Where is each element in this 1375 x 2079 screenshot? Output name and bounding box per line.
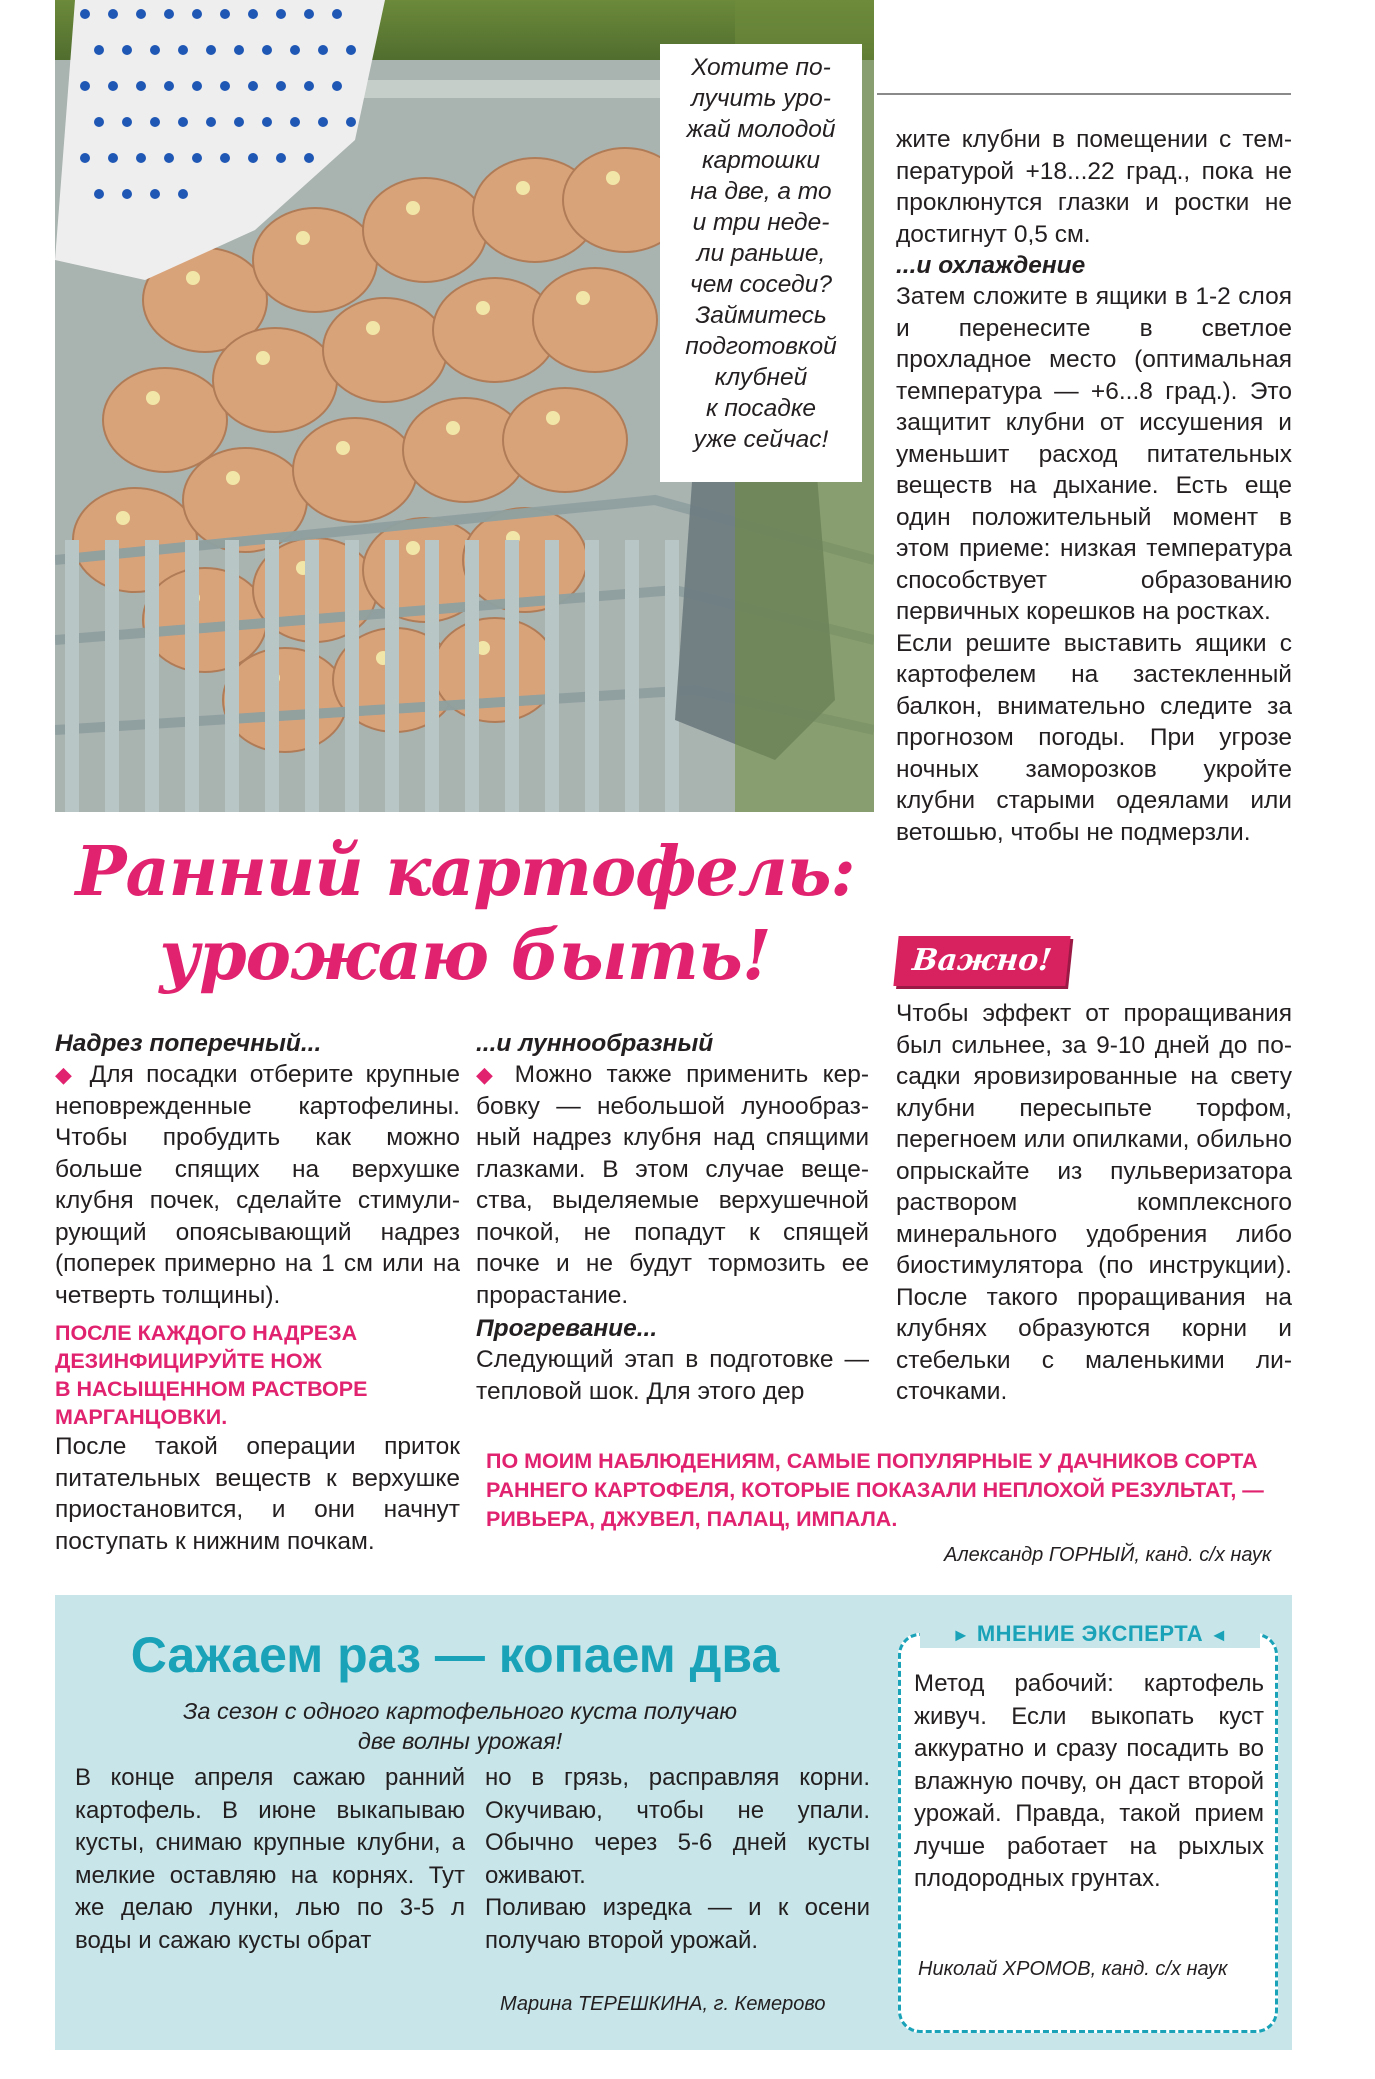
paragraph: жите клубни в помещении с температурой +18...22 град., пока не проклюнутся глазки и ростки не достигнут 0,5 см.	[896, 126, 1292, 248]
quote-author: Александр ГОРНЫЙ, канд. с/х наук	[944, 1544, 1272, 1566]
glove-dot	[220, 9, 230, 19]
diamond-bullet-icon: ◆	[55, 1062, 78, 1087]
expert-heading-text: МНЕНИЕ ЭКСПЕРТА	[976, 1621, 1204, 1646]
crate-slat	[265, 540, 279, 812]
caption-line: и три неде-	[692, 209, 830, 236]
caption-line: ли раньше,	[696, 240, 826, 267]
glove-dot	[304, 81, 314, 91]
glove-dot	[136, 153, 146, 163]
glove-dot	[304, 9, 314, 19]
caption-line: Хотите по-	[691, 54, 831, 81]
glove-dot	[262, 45, 272, 55]
glove-dot	[346, 117, 356, 127]
caption-line: к посадке	[705, 395, 817, 422]
glove-dot	[346, 45, 356, 55]
title-line: урожаю быть!	[159, 916, 771, 996]
glove-dot	[276, 9, 286, 19]
sprout	[476, 301, 490, 315]
crate-slat	[425, 540, 439, 812]
potato	[253, 208, 377, 312]
column-3	[896, 124, 1292, 848]
glove-dot	[332, 81, 342, 91]
crate-slat	[225, 540, 239, 812]
sprout	[546, 411, 560, 425]
glove-dot	[150, 117, 160, 127]
box-title: Сажаем раз — копаем два	[130, 1627, 780, 1683]
glove-dot	[248, 81, 258, 91]
crate-slat	[305, 540, 319, 812]
crate-slat	[105, 540, 119, 812]
caption-line: уже сейчас!	[693, 426, 829, 453]
glove-dot	[318, 117, 328, 127]
glove-dot	[290, 45, 300, 55]
lead-line: За сезон с одного картофельного куста получаю	[182, 1698, 737, 1724]
glove-dot	[318, 45, 328, 55]
expert-heading	[920, 1621, 1260, 1648]
potato	[213, 328, 337, 432]
photo-caption	[660, 44, 862, 482]
glove-dot	[290, 117, 300, 127]
glove-dot	[304, 153, 314, 163]
paragraph-text: Для посадки отберите крупные неповрежденные картофелины. Чтобы пробудить как можно больше спящих на верхушке клубня почек, сделайте стимулирующий опоясывающий надрез (поперек примерно на 1 см или на четверть толщины).	[55, 1061, 460, 1309]
glove-dot	[332, 9, 342, 19]
glove-dot	[192, 153, 202, 163]
sprout	[116, 511, 130, 525]
glove-dot	[206, 45, 216, 55]
pull-quote	[486, 1447, 1292, 1534]
glove-dot	[276, 153, 286, 163]
crate-slat	[545, 540, 559, 812]
potato	[103, 368, 227, 472]
diamond-bullet-icon: ◆	[476, 1062, 501, 1087]
potato	[503, 388, 627, 492]
quote-line: РИВЬЕРА, ДЖУВЕЛ, ПАЛАЦ, ИМПАЛА.	[486, 1507, 898, 1531]
column-1	[55, 1028, 460, 1557]
crate-slat	[345, 540, 359, 812]
glove-dot	[178, 45, 188, 55]
column-3-lower	[896, 998, 1292, 1408]
crate-slat	[185, 540, 199, 812]
glove-dot	[164, 153, 174, 163]
sprout	[446, 421, 460, 435]
expert-author: Николай ХРОМОВ, канд. с/х наук	[918, 1958, 1228, 1980]
box-author: Марина ТЕРЕШКИНА, г. Кемерово	[500, 1993, 826, 2015]
crate-slat	[505, 540, 519, 812]
caption-line: лучить уро-	[691, 85, 831, 112]
sprout	[406, 541, 420, 555]
glove-dot	[150, 189, 160, 199]
column-2	[476, 1028, 869, 1407]
sprout	[146, 391, 160, 405]
crate-slat	[465, 540, 479, 812]
caption-line: на две, а то	[690, 178, 832, 205]
article-title	[60, 830, 870, 998]
glove-dot	[192, 81, 202, 91]
highlight-block	[55, 1319, 460, 1431]
sprout	[606, 171, 620, 185]
highlight-line: ПОСЛЕ КАЖДОГО НАДРЕЗА	[55, 1321, 358, 1345]
sprout	[336, 441, 350, 455]
glove-dot	[122, 45, 132, 55]
lead-line: две волны урожая!	[357, 1728, 563, 1754]
paragraph: но в грязь, расправляя корни. Окучиваю, чтобы не упали. Обычно через 5-6 дней кусты оживают.	[485, 1764, 870, 1889]
glove-dot	[94, 117, 104, 127]
caption-line: жай молодой	[686, 116, 836, 143]
sprout	[256, 351, 270, 365]
potato	[293, 418, 417, 522]
paragraph: Чтобы эффект от проращивания был сильнее, за 9-10 дней до посадки яровизированные на свету клубни пересыпьте торфом, перегноем или опилками, обильно опрыскайте из пульверизатора раствором комплексного минерального удобрения либо биостимулятора (по инструкции). После такого проращивания на клубнях образуются корни и стебельки с маленькими листочками.	[896, 1000, 1292, 1405]
title-line: Ранний картофель:	[75, 832, 855, 912]
sprout	[516, 181, 530, 195]
important-badge: Важно!	[893, 936, 1070, 986]
section-heading: Прогревание...	[476, 1315, 658, 1342]
arrow-right-icon: ►	[951, 1625, 971, 1645]
glove-dot	[248, 153, 258, 163]
section-heading: Надрез поперечный...	[55, 1030, 322, 1057]
caption-line: клубней	[714, 364, 808, 391]
arrow-left-icon: ◄	[1209, 1625, 1229, 1645]
box-column-1	[75, 1762, 465, 1957]
glove-dot	[220, 153, 230, 163]
caption-line: чем соседи?	[690, 271, 832, 298]
potato	[223, 648, 347, 752]
glove-dot	[220, 81, 230, 91]
paragraph: Затем сложите в ящики в 1-2 слоя и перенесите в светлое прохладное место (оптимальная температура — +6...8 град.). Это защитит клубни от иссушения и уменьшит расход питательных веществ на дыхание. Есть еще один положительный момент в этом приеме: низкая температура способствует образованию первичных корешков на ростках.	[896, 283, 1292, 625]
glove-dot	[122, 189, 132, 199]
glove-dot	[262, 117, 272, 127]
sprout	[226, 471, 240, 485]
potato	[323, 298, 447, 402]
glove-dot	[206, 117, 216, 127]
paragraph: Поливаю изредка — и к осени получаю второй урожай.	[485, 1894, 870, 1954]
sprout	[406, 201, 420, 215]
glove-dot	[136, 9, 146, 19]
glove-dot	[248, 9, 258, 19]
sprout	[366, 321, 380, 335]
potato	[533, 268, 657, 372]
top-divider	[877, 93, 1291, 95]
crate-slat	[385, 540, 399, 812]
highlight-line: ДЕЗИНФИЦИРУЙТЕ НОЖ	[55, 1349, 322, 1373]
paragraph: Если решите выставить ящики с картофелем на застекленный балкон, внимательно следите за прогнозом погоды. При угрозе ночных заморозков укройте клубни старыми одеялами или ветошью, чтобы не подмерзли.	[896, 629, 1292, 846]
paragraph: Метод рабочий: картофель живуч. Если выкопать куст аккуратно и сразу посадить во влажную почву, он даст второй урожай. Правда, такой прием лучше работает на рыхлых плодородных грунтах.	[914, 1670, 1264, 1892]
glove-dot	[94, 45, 104, 55]
crate-slat	[65, 540, 79, 812]
glove-dot	[164, 9, 174, 19]
highlight-line: В НАСЫЩЕННОМ РАСТВОРЕ	[55, 1377, 368, 1401]
crate-slat	[145, 540, 159, 812]
glove-dot	[234, 117, 244, 127]
expert-text	[914, 1668, 1264, 1896]
sprout	[296, 231, 310, 245]
glove-dot	[80, 81, 90, 91]
glove-dot	[192, 9, 202, 19]
paragraph: В конце апреля сажаю ранний картофель. В июне выкапываю кусты, снимаю крупные клубни, а мелкие оставляю на корнях. Тут же делаю лунки, лью по 3-5 л воды и сажаю кусты обрат	[75, 1764, 465, 1954]
glove-dot	[136, 81, 146, 91]
caption-line: Займитесь	[695, 302, 827, 329]
glove-dot	[80, 153, 90, 163]
glove-dot	[94, 189, 104, 199]
glove-dot	[164, 81, 174, 91]
sprout	[186, 271, 200, 285]
glove-dot	[234, 45, 244, 55]
section-heading: ...и луннообразный	[476, 1030, 714, 1057]
crate-slat	[625, 540, 639, 812]
glove-dot	[108, 9, 118, 19]
quote-line: РАННЕГО КАРТОФЕЛЯ, КОТОРЫЕ ПОКАЗАЛИ НЕПЛОХОЙ РЕЗУЛЬТАТ, —	[486, 1478, 1264, 1502]
crate-slat	[665, 540, 679, 812]
glove-dot	[108, 81, 118, 91]
box-column-2	[485, 1762, 870, 1957]
paragraph	[476, 1059, 869, 1311]
box-lead	[130, 1696, 790, 1756]
paragraph: После такой операции приток питательных веществ к верхушке приостановится, и они начнут поступать к нижним почкам.	[55, 1433, 460, 1555]
sprout	[576, 291, 590, 305]
quote-line: ПО МОИМ НАБЛЮДЕНИЯМ, САМЫЕ ПОПУЛЯРНЫЕ У ДАЧНИКОВ СОРТА	[486, 1449, 1258, 1473]
caption-line: подготовкой	[685, 333, 837, 360]
paragraph-text: Можно также применить кербовку — небольшой лунообразный надрез клубня над спящими глазками. В этом случае вещества, выделяемые верхушечной почкой, не попадут к спящей почке и не будут тормозить ее прорастание.	[476, 1061, 869, 1309]
glove-dot	[276, 81, 286, 91]
potato	[363, 178, 487, 282]
highlight-line: МАРГАНЦОВКИ.	[55, 1405, 228, 1429]
glove-dot	[80, 9, 90, 19]
glove-dot	[108, 153, 118, 163]
paragraph	[55, 1059, 460, 1311]
section-heading: ...и охлаждение	[896, 252, 1086, 279]
paragraph: Следующий этап в подготовке — тепловой шок. Для этого дер	[476, 1346, 869, 1405]
glove-dot	[178, 189, 188, 199]
glove-dot	[150, 45, 160, 55]
glove-dot	[178, 117, 188, 127]
caption-line: картошки	[701, 147, 821, 174]
crate-slat	[585, 540, 599, 812]
glove-dot	[122, 117, 132, 127]
